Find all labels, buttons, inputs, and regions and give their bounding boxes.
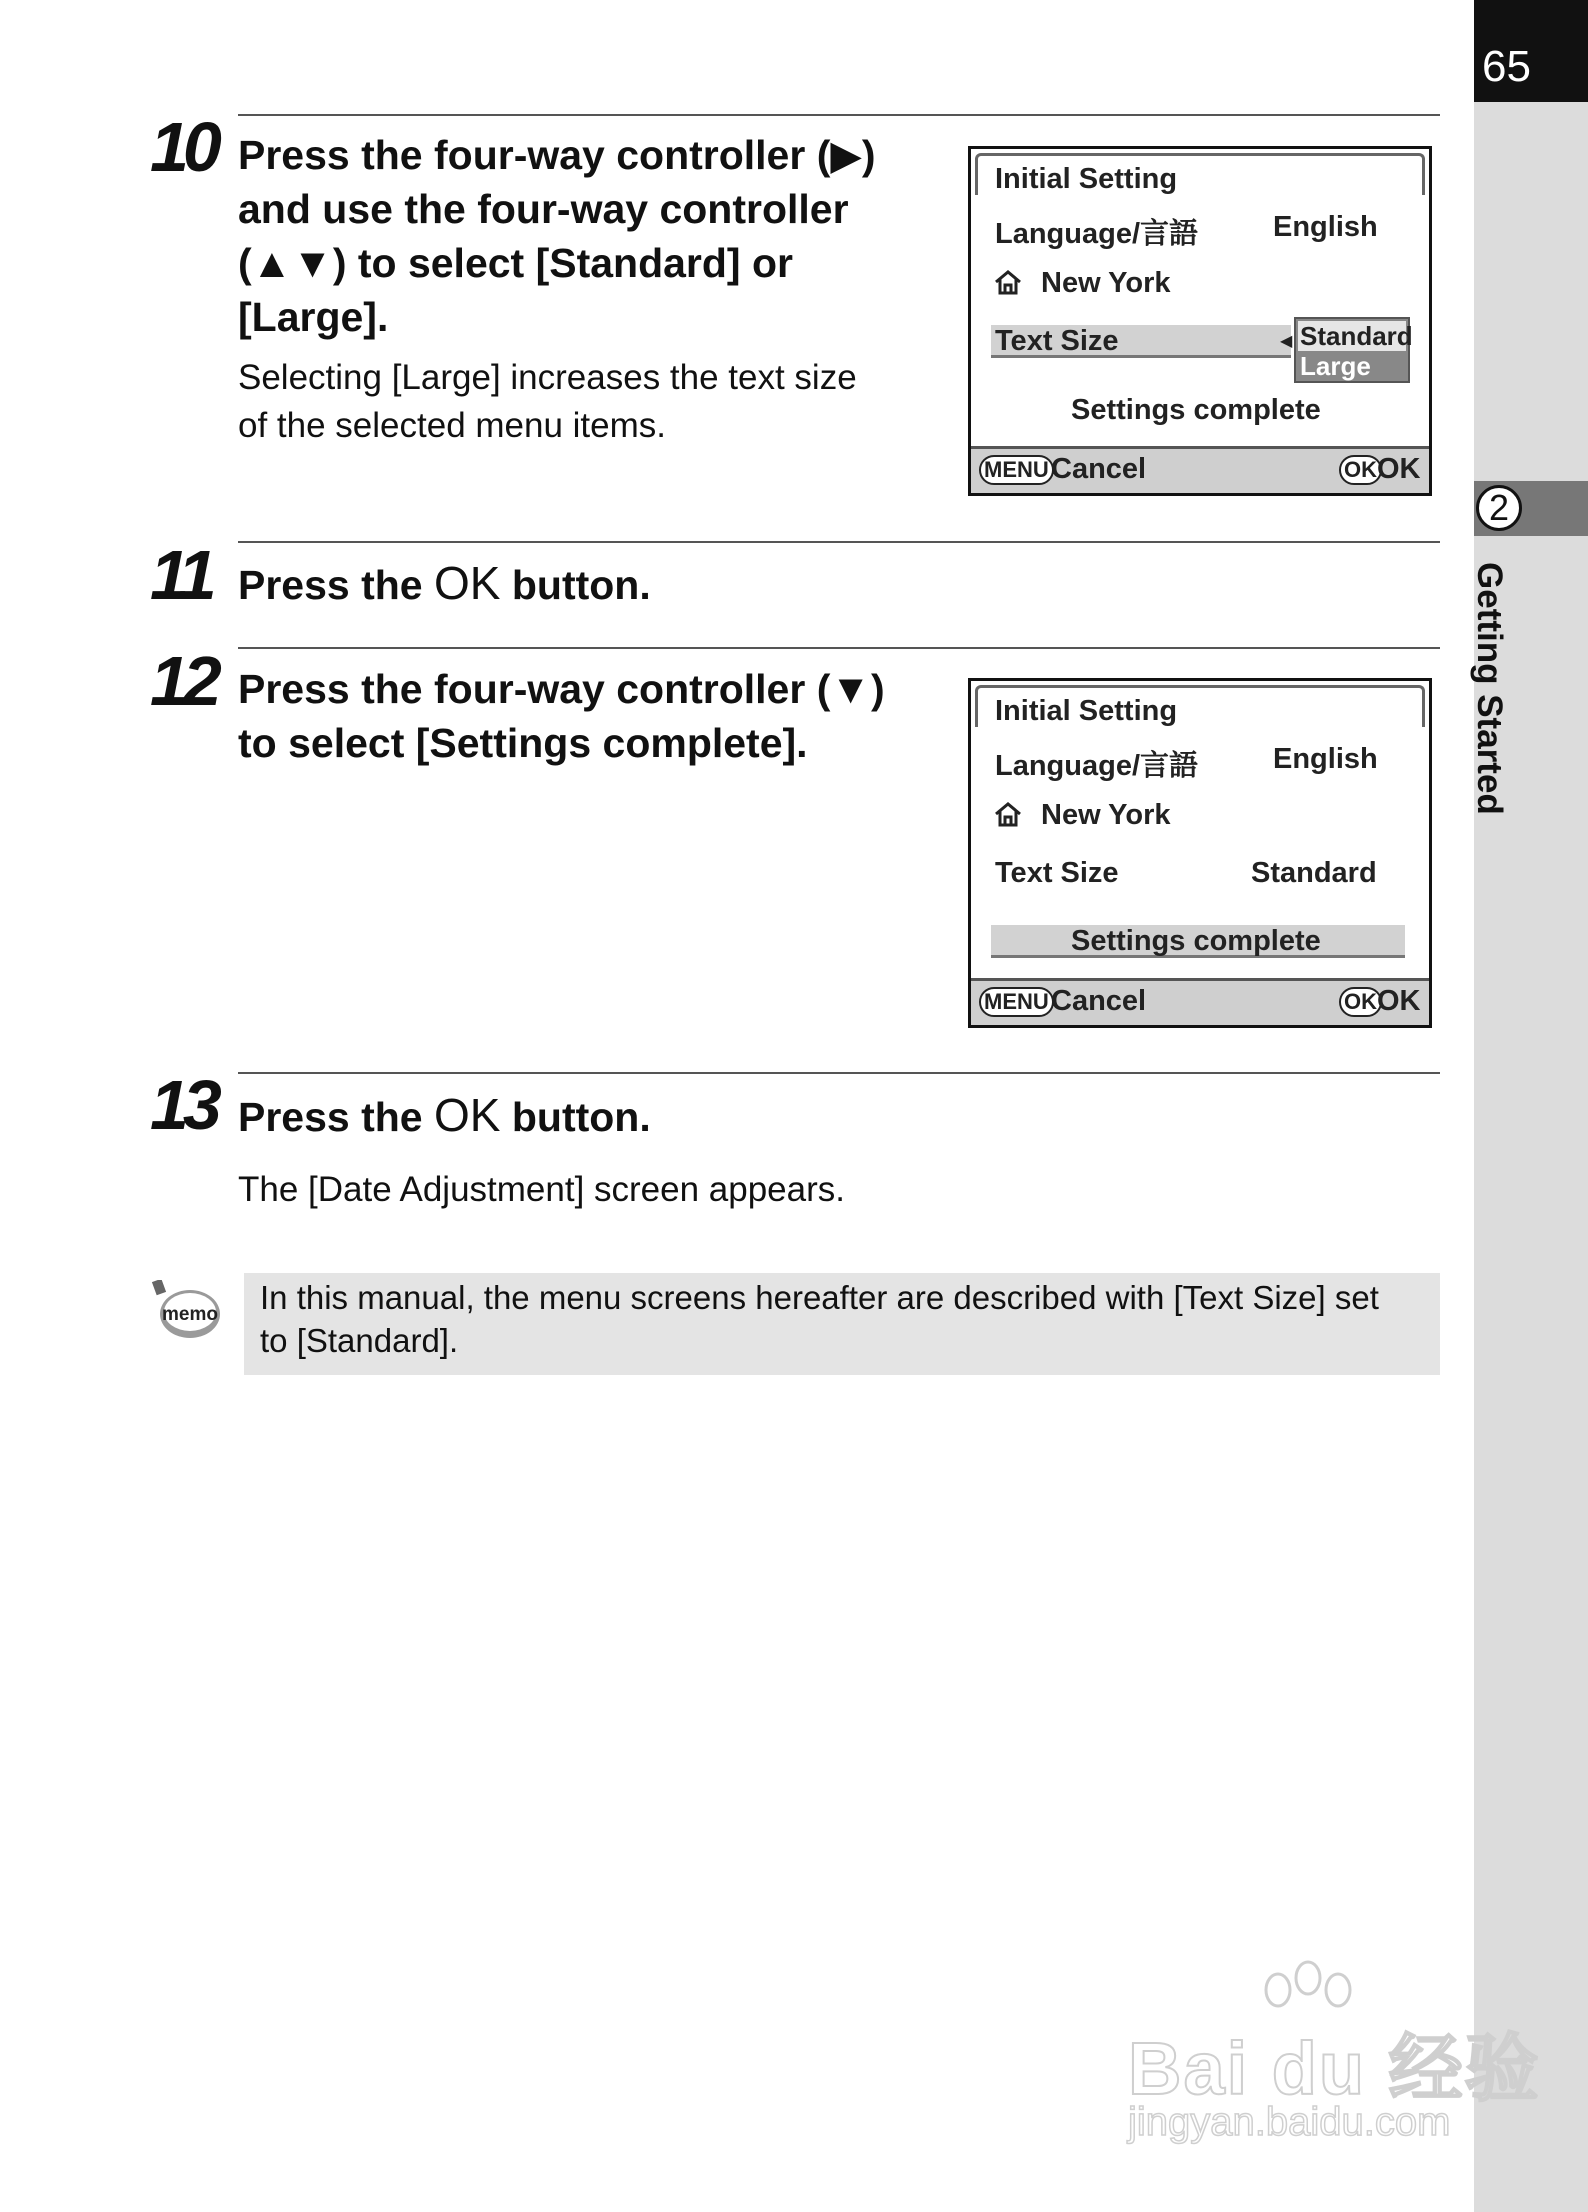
side-band [1474, 0, 1588, 2212]
step-12-heading-line: to select [Settings complete]. [238, 720, 808, 766]
camera-screen-settings-complete [968, 678, 1432, 1028]
ok-label: OK [1377, 985, 1421, 1017]
language-label: Language/言語 [995, 218, 1199, 250]
menu-key-icon: MENU [979, 455, 1054, 485]
ok-key-icon: OK [1339, 987, 1382, 1017]
step-divider [238, 541, 1440, 543]
home-icon [993, 801, 1023, 827]
memo-text [260, 1276, 1430, 1362]
screen-footer [971, 446, 1429, 493]
menu-key-icon: MENU [979, 987, 1054, 1017]
step-10-heading-line: Press the four-way controller (▶) [238, 132, 876, 178]
step-11-heading [238, 556, 651, 612]
watermark-url: jingyan.baidu.com [1128, 2100, 1451, 2144]
memo-icon-label: memo [162, 1304, 218, 1325]
step-11-heading-suffix: button. [500, 562, 651, 608]
home-icon [993, 269, 1023, 295]
step-divider [238, 647, 1440, 649]
popup-left-arrow-icon: ◀ [1280, 333, 1293, 350]
step-12-heading [238, 662, 885, 770]
camera-screen-text-size [968, 146, 1432, 496]
step-10-body-line: of the selected menu items. [238, 406, 666, 445]
screen-title: Initial Setting [995, 695, 1178, 727]
home-city: New York [1041, 267, 1171, 299]
step-13-heading-prefix: Press the [238, 1094, 434, 1140]
language-label: Language/言語 [995, 750, 1199, 782]
ok-button-mark: OK [434, 557, 501, 609]
language-value: English [1273, 743, 1378, 775]
step-13-body [238, 1166, 845, 1214]
step-number-10: 10 [150, 108, 216, 186]
text-size-label: Text Size [995, 857, 1119, 889]
ok-label: OK [1377, 453, 1421, 485]
screen-footer [971, 978, 1429, 1025]
step-11-heading-prefix: Press the [238, 562, 434, 608]
memo-icon [150, 1280, 222, 1342]
text-size-label: Text Size [995, 325, 1119, 357]
step-divider [238, 114, 1440, 116]
step-10-body [238, 354, 857, 450]
screen-title: Initial Setting [995, 163, 1178, 195]
ok-button-mark: OK [434, 1089, 501, 1141]
watermark-brand: Bai du 经验 [1128, 2027, 1541, 2110]
cancel-label: Cancel [1051, 985, 1147, 1017]
ok-key-icon: OK [1339, 455, 1382, 485]
memo-line: In this manual, the menu screens hereafter are described with [Text Size] set [260, 1279, 1379, 1316]
settings-complete[interactable]: Settings complete [1071, 925, 1321, 957]
step-10-heading-line: [Large]. [238, 294, 389, 340]
step-10-heading [238, 128, 876, 344]
language-value: English [1273, 211, 1378, 243]
step-13-body-line: The [Date Adjustment] screen appears. [238, 1170, 845, 1209]
step-13-heading [238, 1088, 651, 1144]
text-size-value: Standard [1251, 857, 1377, 889]
step-divider [238, 1072, 1440, 1074]
cancel-label: Cancel [1051, 453, 1147, 485]
step-10-heading-line: (▲▼) to select [Standard] or [238, 240, 793, 286]
settings-complete: Settings complete [1071, 394, 1321, 426]
memo-line: to [Standard]. [260, 1322, 459, 1359]
text-size-popup [1294, 317, 1413, 383]
step-12-heading-line: Press the four-way controller (▼) [238, 666, 885, 712]
step-10-heading-line: and use the four-way controller [238, 186, 849, 232]
chapter-number: 2 [1476, 485, 1522, 531]
step-10-body-line: Selecting [Large] increases the text size [238, 358, 857, 397]
step-number-11: 11 [150, 536, 211, 614]
popup-option-large[interactable]: Large [1300, 351, 1371, 381]
page-number: 65 [1482, 42, 1531, 91]
chapter-title: Getting Started [1470, 562, 1509, 815]
home-city: New York [1041, 799, 1171, 831]
popup-option-standard[interactable]: Standard [1300, 321, 1413, 351]
step-number-13: 13 [150, 1066, 216, 1144]
step-13-heading-suffix: button. [500, 1094, 651, 1140]
step-number-12: 12 [150, 642, 216, 720]
